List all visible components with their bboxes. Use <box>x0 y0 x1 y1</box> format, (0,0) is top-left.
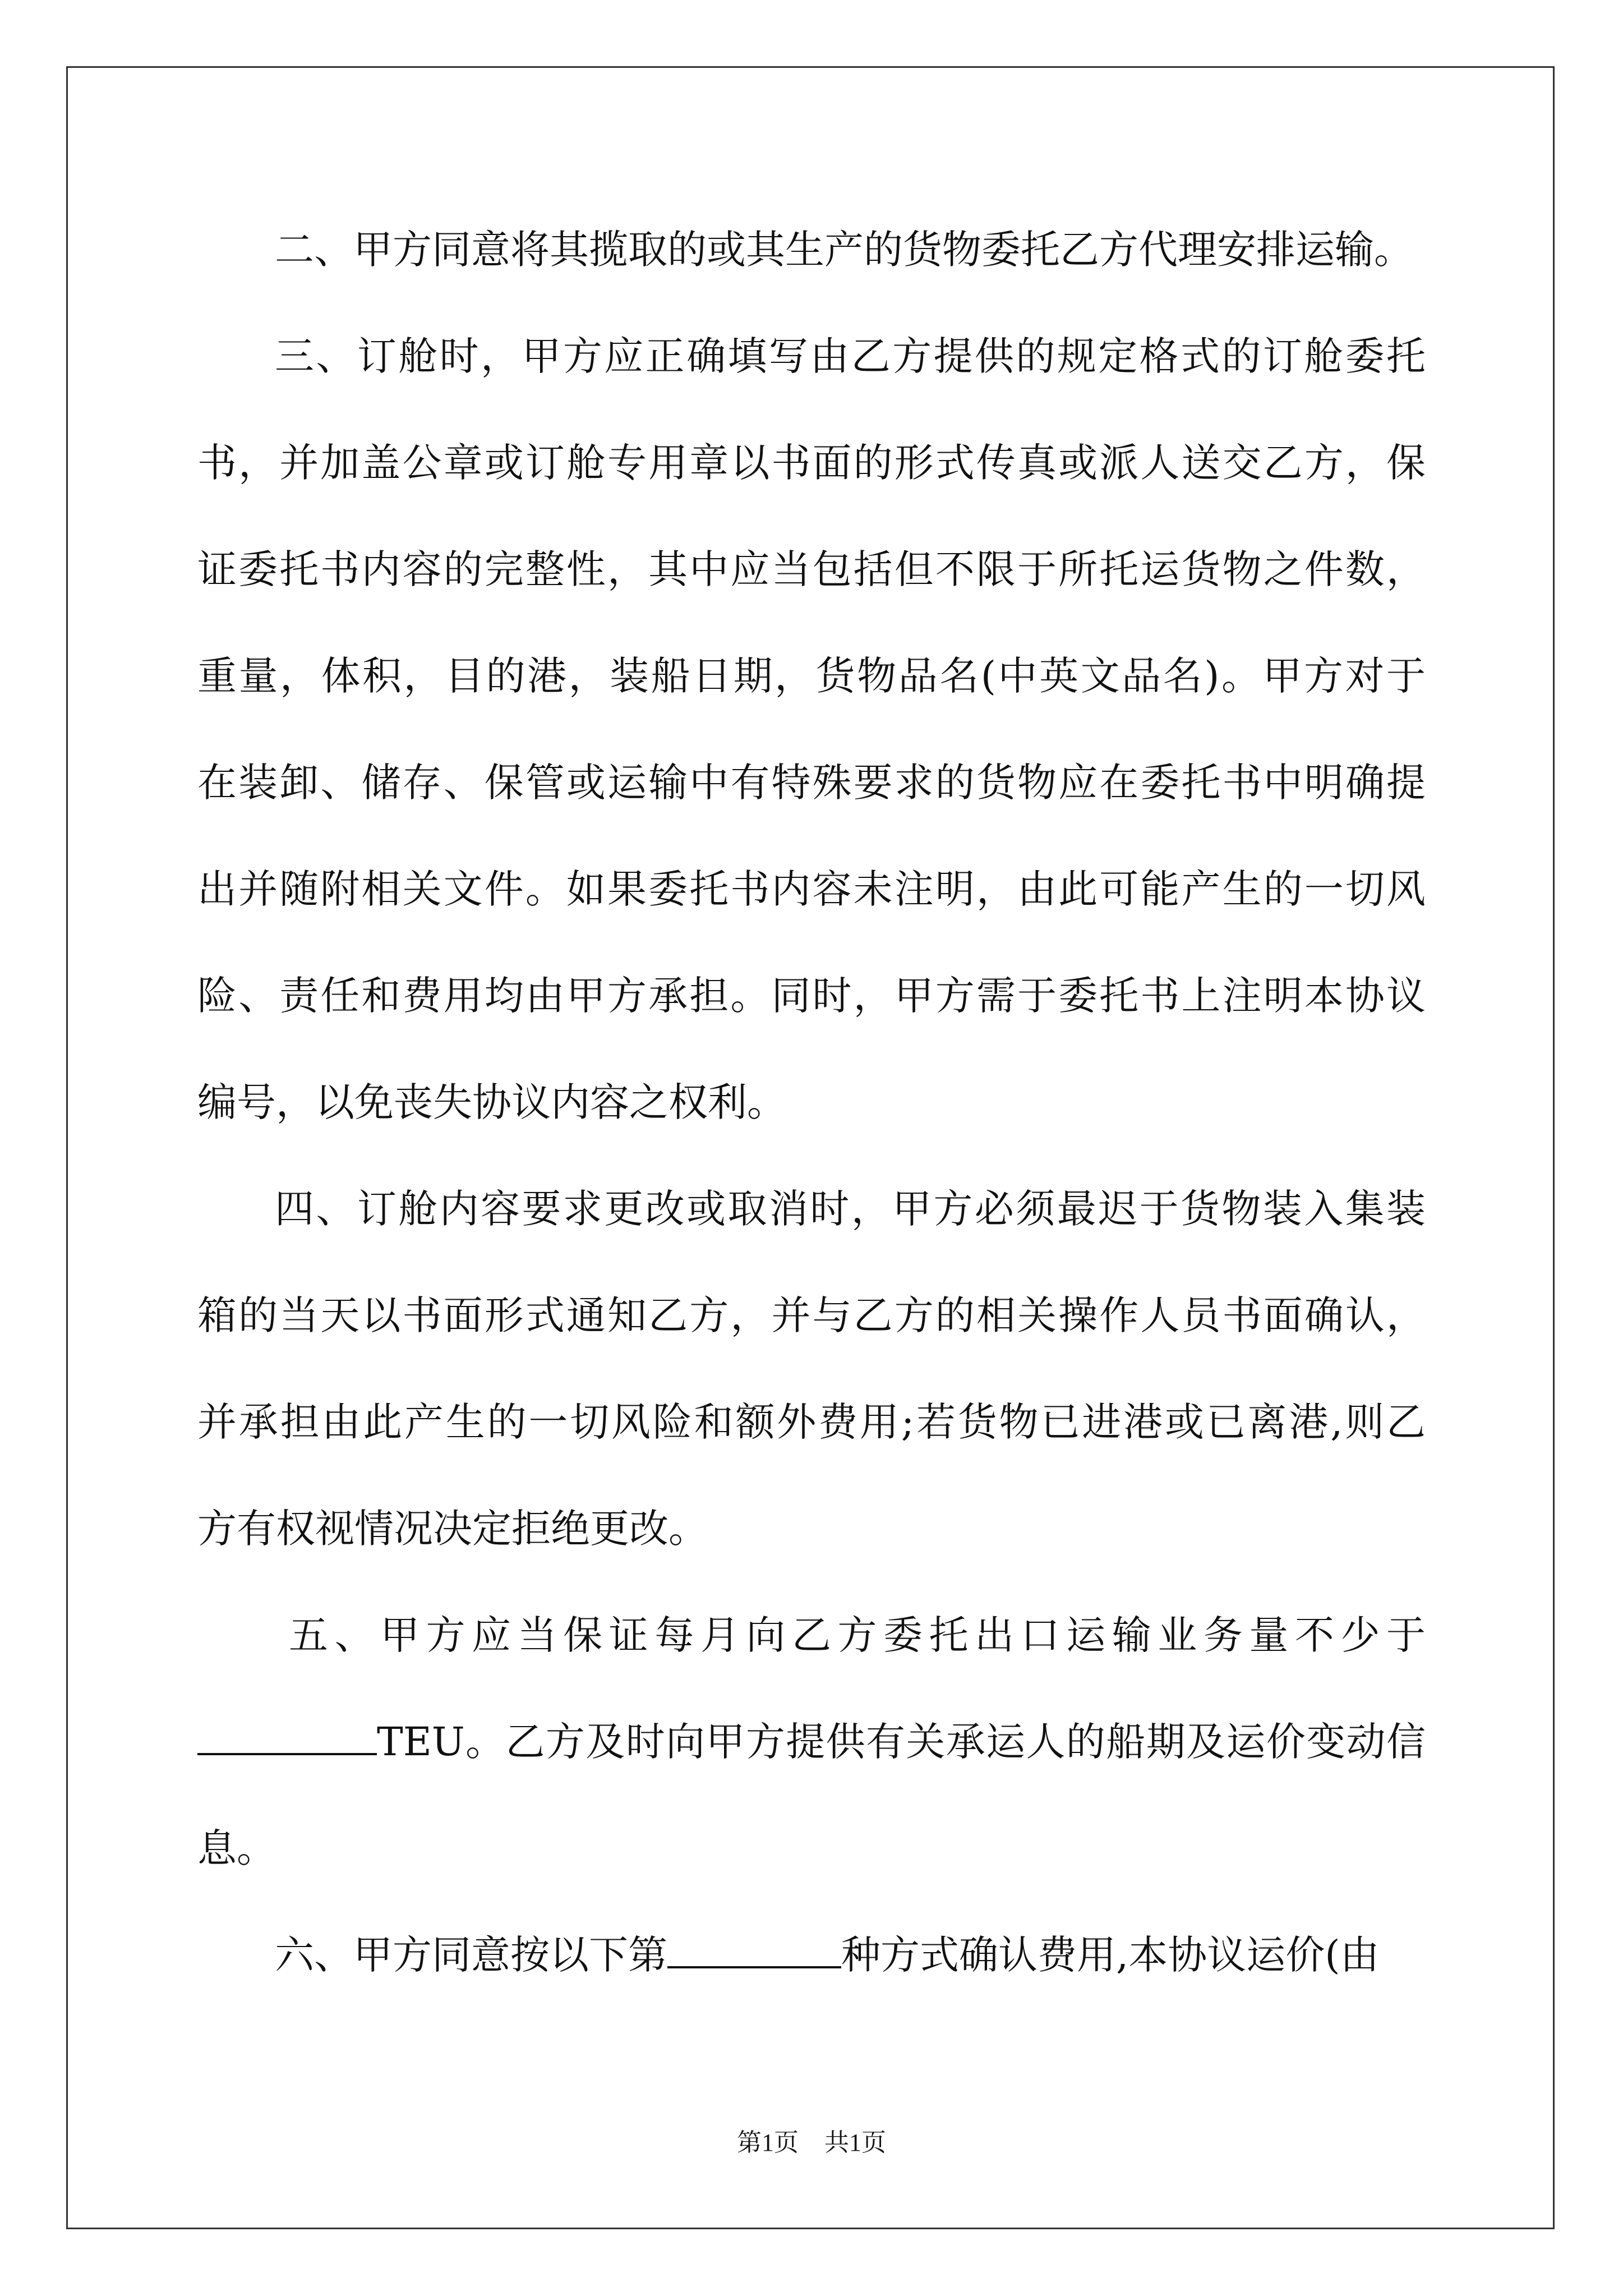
paragraph-3-line-2: 书，并加盖公章或订舱专用章以书面的形式传真或派人送交乙方，保 <box>197 440 1426 486</box>
fill-in-blank-teu[interactable] <box>197 1714 377 1755</box>
page-number: 第1页 <box>737 2129 799 2156</box>
page-total: 共1页 <box>824 2129 886 2156</box>
paragraph-4-line-4: 方有权视情况决定拒绝更改。 <box>197 1506 708 1552</box>
paragraph-3-line-7: 险、责任和费用均由甲方承担。同时，甲方需于委托书上注明本协议 <box>197 973 1426 1019</box>
fill-in-blank-method[interactable] <box>667 1927 841 1968</box>
paragraph-5-line-2: TEU。乙方及时向甲方提供有关承运人的船期及运价变动信 <box>197 1711 1426 1773</box>
paragraph-4-line-3: 并承担由此产生的一切风险和额外费用;若货物已进港或已离港,则乙 <box>197 1399 1426 1445</box>
paragraph-4-line-1: 四、订舱内容要求更改或取消时，甲方必须最迟于货物装入集装 <box>275 1186 1426 1232</box>
paragraph-5-line-1: 五、甲方应当保证每月向乙方委托出口运输业务量不少于 <box>289 1612 1426 1658</box>
paragraph-5-line-3: 息。 <box>197 1825 276 1871</box>
page-footer <box>0 2126 1623 2160</box>
paragraph-3-line-8: 编号，以免丧失协议内容之权利。 <box>197 1079 786 1125</box>
page-border <box>66 66 1555 2229</box>
paragraph-3-line-1: 三、订舱时，甲方应正确填写由乙方提供的规定格式的订舱委托 <box>275 333 1426 379</box>
paragraph-3-line-6: 出并随附相关文件。如果委托书内容未注明，由此可能产生的一切风 <box>197 866 1426 912</box>
paragraph-2-line-1: 二、甲方同意将其揽取的或其生产的货物委托乙方代理安排运输。 <box>275 227 1413 273</box>
paragraph-4-line-2: 箱的当天以书面形式通知乙方，并与乙方的相关操作人员书面确认， <box>197 1292 1426 1338</box>
paragraph-6-line-1: 六、甲方同意按以下第 种方式确认费用,本协议运价(由 <box>275 1924 1426 1986</box>
paragraph-3-line-4: 重量，体积，目的港，装船日期，货物品名(中英文品名)。甲方对于 <box>197 653 1426 699</box>
paragraph-3-line-3: 证委托书内容的完整性，其中应当包括但不限于所托运货物之件数， <box>197 546 1426 592</box>
paragraph-3-line-5: 在装卸、储存、保管或运输中有特殊要求的货物应在委托书中明确提 <box>197 760 1426 806</box>
